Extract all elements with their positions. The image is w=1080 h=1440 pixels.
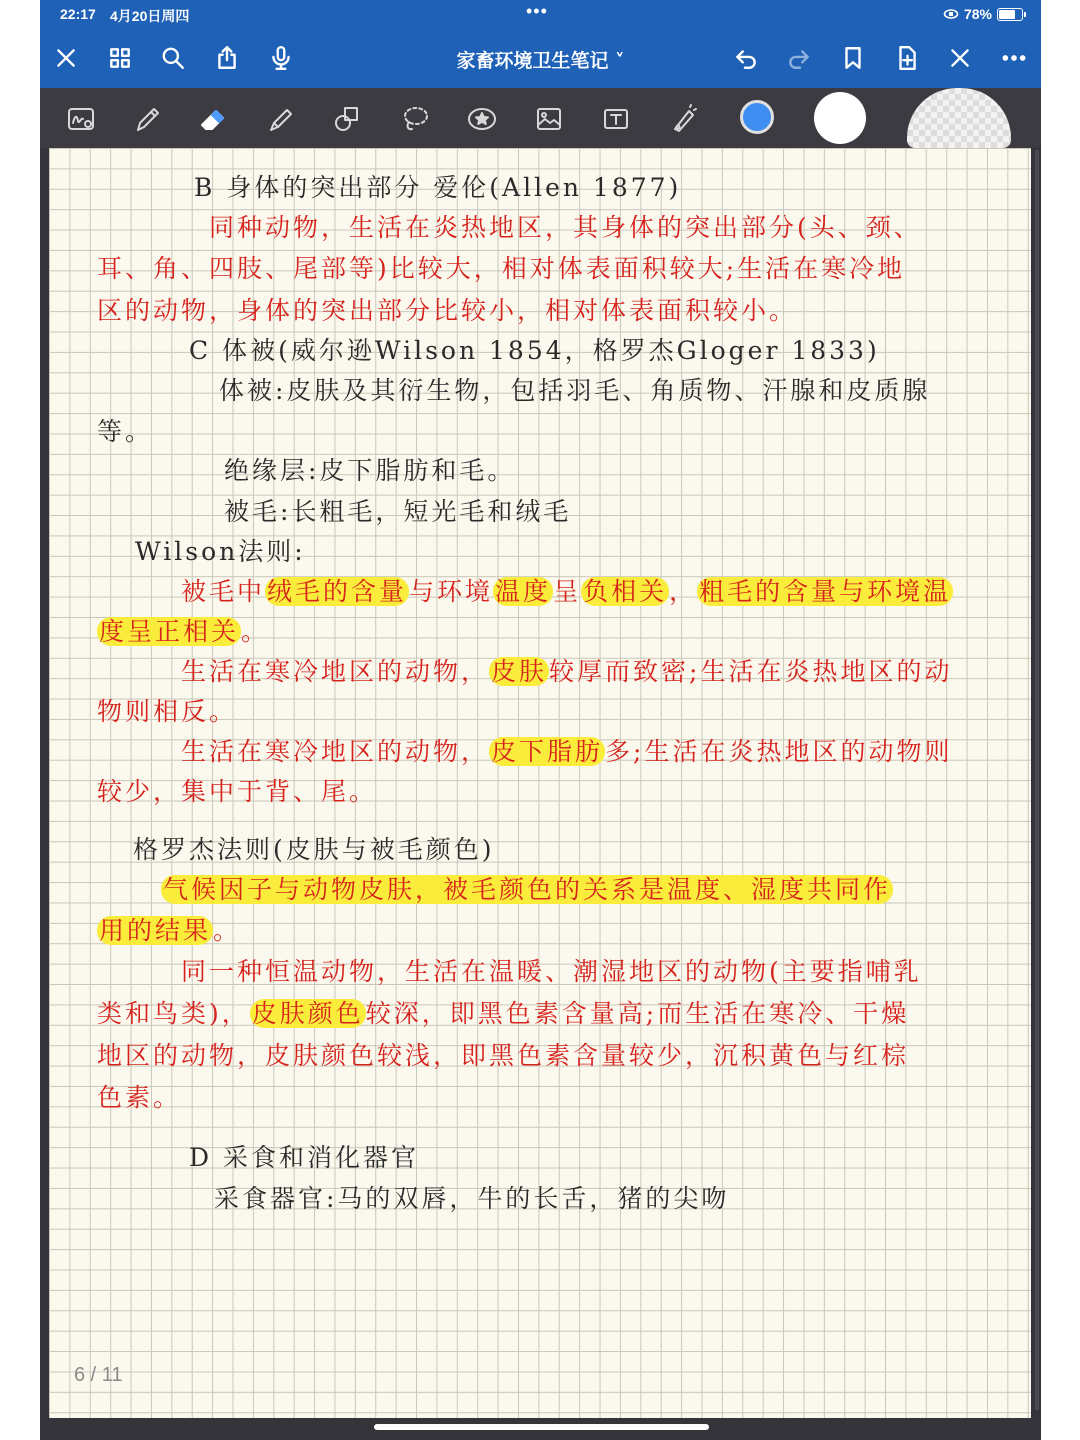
note-text: C 体被(威尔逊Wilson 1854，格罗杰Gloger 1833) [189,336,880,365]
color-swatch-white[interactable] [814,92,866,144]
note-text: 绝缘层:皮下脂肪和毛。 [224,456,516,485]
note-line [209,212,922,244]
note-text: 较深，即黑色素含量高;而生活在寒冷、干燥 [365,999,910,1028]
note-text: 色素。 [97,1083,182,1112]
note-text: 生活在寒冷地区的动物， [181,737,490,766]
highlighted-text: 绒毛的含量 [267,577,408,606]
add-page-icon[interactable] [891,42,923,74]
home-indicator[interactable] [374,1424,709,1430]
note-line [224,496,571,528]
highlighted-text: 粗毛的含量与环境温 [699,577,952,606]
note-text: Wilson法则: [135,537,306,566]
sticker-icon[interactable] [463,100,501,138]
note-text: 等。 [97,417,154,446]
highlighted-text: 皮肤颜色 [251,999,364,1028]
note-text: D 采食和消化器官 [189,1143,419,1172]
document-title[interactable]: 家畜环境卫生笔记 ˅ [456,50,625,72]
note-text: B 身体的突出部分 爱伦(Allen 1877) [194,173,682,202]
note-text: 较少，集中于背、尾。 [97,777,378,806]
note-line [214,1183,729,1215]
note-line [219,375,930,407]
note-text: 耳、角、四肢、尾部等)比较大，相对体表面积较大;生活在寒冷地 [97,254,906,283]
scroll-track [1035,150,1039,1410]
note-text: 采食器官:马的双唇，牛的长舌，猪的尖吻 [214,1184,730,1213]
note-line [97,1040,909,1072]
orientation-lock-icon [943,8,959,20]
page-indicator: 6 / 11 [74,1364,123,1386]
text-icon[interactable] [597,100,635,138]
highlighted-text: 用的结果 [99,916,212,945]
tool-bar [40,88,1041,148]
note-line [133,834,495,866]
note-line [181,656,952,688]
highlighted-text: 皮肤 [491,657,548,686]
note-text: 同种动物，生活在炎热地区，其身体的突出部分(头、颈、 [209,213,922,242]
lasso-icon[interactable] [396,100,434,138]
note-line [181,956,922,988]
note-text: 被毛:长粗毛，短光毛和绒毛 [224,497,572,526]
note-text: 类和鸟类)， [97,999,250,1028]
note-text: 呈 [553,577,582,606]
note-line [97,295,797,327]
note-line [97,915,241,947]
note-text: 。 [241,617,270,646]
note-text: 。 [213,916,242,945]
note-line [161,874,893,906]
highlighted-text: 温度 [495,577,552,606]
redo-icon[interactable] [783,42,815,74]
undo-icon[interactable] [730,42,762,74]
note-text: 同一种恒温动物，生活在温暖、潮湿地区的动物(主要指哺乳 [181,957,922,986]
status-right [943,6,1023,22]
note-line [181,576,953,608]
note-text: 生活在寒冷地区的动物， [181,657,490,686]
note-line [189,1142,419,1174]
note-text: 多;生活在炎热地区的动物则 [605,737,953,766]
note-text: 较厚而致密;生活在炎热地区的动 [549,657,953,686]
highlighted-text: 度呈正相关 [99,617,240,646]
nav-bar [40,30,1041,88]
note-line [97,616,269,648]
note-line [194,172,681,204]
status-bar [40,0,1041,30]
note-text: 物则相反。 [97,697,238,726]
note-line [135,536,306,568]
note-line [189,335,880,367]
battery-percent: 78% [963,6,992,22]
battery-icon [997,8,1023,21]
note-text: 区的动物，身体的突出部分比较小，相对体表面积较小。 [97,296,798,325]
note-text: 体被:皮肤及其衍生物，包括羽毛、角质物、汗腺和皮质腺 [219,376,931,405]
note-text: 地区的动物，皮肤颜色较浅，即黑色素含量较少，沉积黄色与红棕 [97,1041,910,1070]
highlighted-text: 负相关 [583,577,668,606]
status-time: 22:17 [60,6,96,22]
pen-icon[interactable] [129,100,167,138]
note-line [97,1082,181,1114]
note-text: 格罗杰法则(皮肤与被毛颜色) [133,835,495,864]
note-line [97,696,237,728]
note-text: 被毛中 [181,577,266,606]
note-line [181,736,952,768]
image-icon[interactable] [530,100,568,138]
laser-pointer-icon[interactable] [664,100,702,138]
battery-fill [999,10,1015,19]
highlighter-icon[interactable] [262,100,300,138]
shapes-icon[interactable] [329,100,367,138]
more-icon[interactable] [998,42,1030,74]
app-window [40,0,1041,1440]
close-x-icon[interactable] [944,42,976,74]
highlighted-text: 皮下脂肪 [491,737,604,766]
note-page[interactable] [49,148,1031,1418]
note-text: ， [669,577,698,606]
zoom-write-icon[interactable] [62,100,100,138]
status-date: 4月20日周四 [110,8,190,24]
note-line [97,253,905,285]
note-line [97,416,153,448]
note-text: 与环境 [409,577,494,606]
color-swatch-blue[interactable] [740,100,774,134]
bookmark-icon[interactable] [837,42,869,74]
highlighted-text: 气候因子与动物皮肤，被毛颜色的关系是温度、湿度共同作 [163,875,892,904]
note-line [224,455,515,487]
note-line [97,776,377,808]
note-line [97,998,909,1030]
multitasking-dots[interactable]: ••• [526,1,548,21]
eraser-icon[interactable] [195,100,233,138]
